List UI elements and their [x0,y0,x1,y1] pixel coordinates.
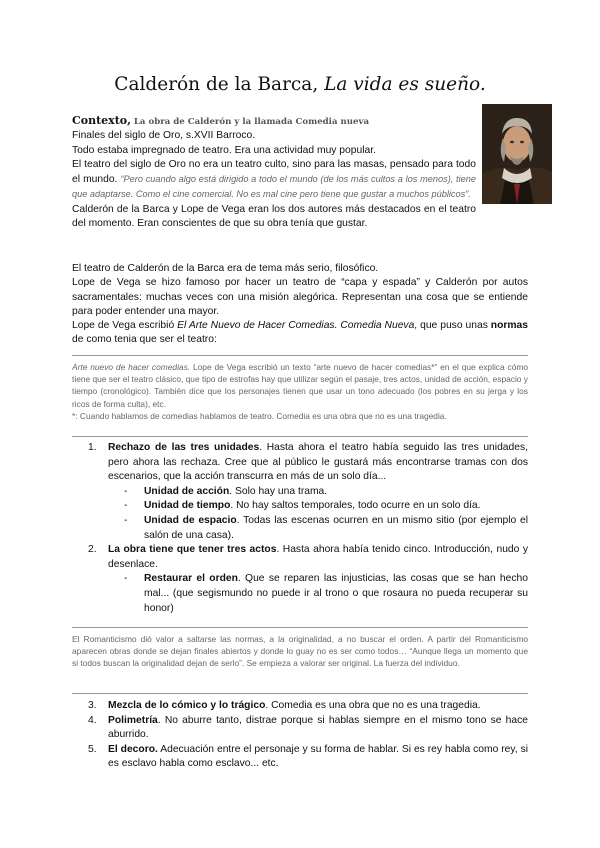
list-item-2-number: 2. [88,544,97,556]
contexto-culto-quote: “Pero cuando algo está dirigido a todo el mundo (de los más cultos a los menos), tiene que adaptarse. Como el cine comercial. No es mal cine pero tiene que gustar a muchos públicos”. [72,174,476,200]
divider-bottom-1 [72,436,528,437]
body-p3-italic: El Arte Nuevo de Hacer Comedias. Comedia Nueva [177,320,415,332]
sub-item-tiempo-text: . No hay saltos temporales, todo ocurre en un solo día. [230,500,481,512]
page-title [0,74,600,95]
list-item-4-number: 4. [88,714,97,726]
list-item-2-heading: La obra tiene que tener tres actos [108,544,277,556]
list-item-2-text: . Hasta ahora había tenido cinco. Introducción, nudo y desenlace. [108,544,528,570]
contexto-sub: La obra de Calderón y la llamada Comedia nueva [133,117,370,127]
sub-item-espacio-text: . Todas las escenas ocurren en un mismo sitio (por ejemplo el salón de una casa). [144,514,529,541]
contexto-head: Contexto, [72,114,131,127]
contexto-line-2: Todo estaba impregnado de teatro. Era una actividad muy popular. [72,144,376,156]
divider-top-1 [72,355,528,356]
note-arte-nuevo [72,361,528,422]
list-item-5-text: Adecuación entre el personaje y su forma de hablar. Si es rey habla como rey, si es esclavo habla como esclavo... etc. [108,743,529,770]
note-footnote: *: Cuando hablamos de comedias hablamos de teatro. Comedia es una obra que no es una tragedia. [72,410,447,421]
sub-item-tiempo [88,499,528,514]
divider-top-2 [72,627,528,628]
list-item-4 [88,714,528,743]
sub-item-orden [88,572,528,616]
sub-item-accion-heading: Unidad de acción [144,485,230,497]
portrait-image [482,104,552,204]
list-item-1-heading: Rechazo de las tres unidades [108,442,260,453]
list-item-3-number: 3. [88,700,97,711]
sub-item-accion [88,485,528,500]
list-item-1 [88,441,528,485]
title-italic: La vida es sueño. [324,74,486,95]
sub-item-tiempo-heading: Unidad de tiempo [144,500,231,512]
divider-bottom-2 [72,693,528,694]
note-romanticismo [72,633,528,670]
list-item-1-text: . Hasta ahora el teatro había seguido las tres unidades, pero ahora las rechaza. Cree que al público le gustará más encontrarse tramas con dos escenarios, que la acción transcurra en más de un solo día... [108,442,528,483]
body-paragraph-2: Lope de Vega se hizo famoso por hacer un teatro de “capa y espada” y Calderón por autos sacramentales: muchas veces con una misión alegórica. Representan una cosa que se entiende para poder entender una mayor. [72,277,528,317]
sub-item-bullet: - [124,573,128,585]
body-section [72,262,528,348]
body-p3-a: Lope de Vega escribió [72,320,178,332]
list-item-4-heading: Polimetría [108,714,158,726]
author-portrait [482,104,552,204]
title-plain: Calderón de la Barca, [114,74,325,95]
body-paragraph-1: El teatro de Calderón de la Barca era de tema más serio, filosófico. [72,263,379,274]
body-paragraph-3 [72,319,528,348]
sub-item-bullet: - [124,485,128,497]
body-p3-b: , que puso unas [414,320,491,332]
sub-item-accion-text: . Solo hay una trama. [229,485,328,497]
sub-item-espacio [88,514,528,543]
sub-item-orden-text: . Que se reparen las injusticias, las cosas que se han hecho mal... (que segismundo no puede ir al trono o que rosaura no pueda recuperar su honor) [144,573,528,614]
list-item-5-heading: El decoro. [108,743,158,755]
sub-item-orden-heading: Restaurar el orden [144,573,238,585]
sub-item-bullet: - [124,500,128,512]
note-arte-nuevo-italic: Arte nuevo de hacer comedias. [72,362,191,372]
list-item-5-number: 5. [88,743,97,755]
note-arte-nuevo-body: Lope de Vega escribió un texto “arte nuevo de hacer comedias*” en el que explica cómo tiene que ser el teatro clásico, que tipo de estrofas hay que utilizar según el pasaje, tres actos, unidad de acción, espacio y tiempo (cronológico). También dice que los personajes tienen que usar un tono adecuado (los pobres en su jerga y los ricos de forma culta), etc. [72,362,529,409]
normas-list-2 [88,699,528,772]
sub-item-espacio-heading: Unidad de espacio [144,514,237,526]
list-item-4-text: . No aburre tanto, distrae porque si hablas siempre en el mismo tono se hace aburrido. [108,714,528,741]
list-item-3-heading: Mezcla de lo cómico y lo trágico [108,700,266,711]
note-arte-nuevo-text [72,361,528,410]
list-item-2 [88,543,528,572]
sub-item-bullet: - [124,514,128,526]
contexto-autores: Calderón de la Barca y Lope de Vega eran los dos autores más destacados en el teatro del momento. Eran conscientes de que su obra tenía que gustar. [72,203,476,230]
contexto-culto-text: El teatro del siglo de Oro no era un teatro culto, sino para las masas, pensado para todo el mundo. [72,158,476,186]
list-item-3-text: . Comedia es una obra que no es una tragedia. [265,700,481,711]
note-romanticismo-text: El Romanticismo dió valor a saltarse las normas, a la originalidad, a no buscar el orden. A partir del Romanticismo aparecen obras donde se dejan finales abiertos y donde lo guay no es ser como todos… “Aunque llega un momento que si todos buscan la originalidad dejan de serlo”. Se empieza a valorar ser original. La fuerza del individuo. [72,634,528,669]
contexto-heading [72,114,476,129]
contexto-line-1: Finales del siglo de Oro, s.XVII Barroco. [72,130,256,142]
normas-list-1 [88,441,528,616]
contexto-culto-paragraph [72,158,476,203]
list-item-5 [88,743,528,772]
list-item-3 [88,699,528,714]
body-p3-bold: normas [490,320,528,332]
body-p3-c: de como tenia que ser el teatro: [72,334,217,346]
list-item-1-number: 1. [88,442,97,453]
contexto-section [72,114,476,231]
